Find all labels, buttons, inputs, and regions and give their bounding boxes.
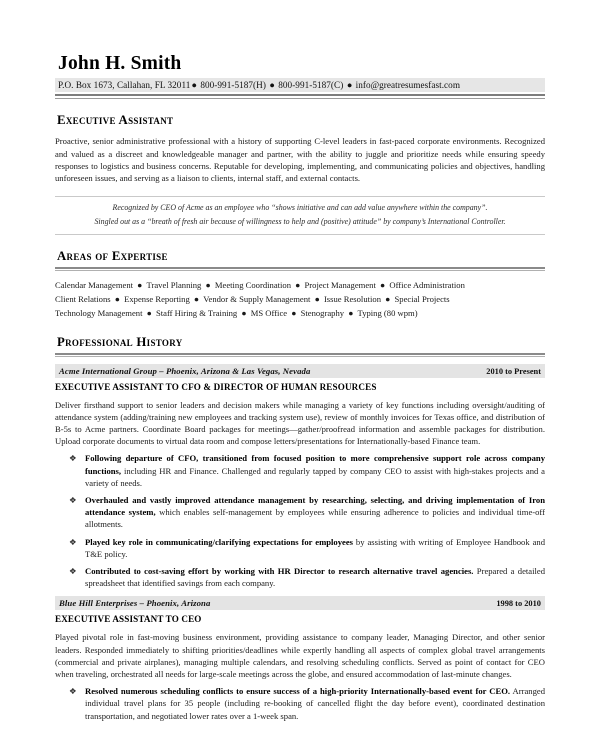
contact-separator-2: ● [269,80,275,91]
job-description: Deliver firsthand support to senior leaders and decision makers while managing a variety of key functions including oversight/auditing of attendance system (adding/training new employees and tracking system use), review of monthly invoices for Texas office, and distribution of B-5s to Acme partners. Coordinate Board packages for meetings—gather/proofread information and assemble packages for distribution. Upload corporate documents to virtual data room and compose letters/presentations for Internationally-based Finance team. [55,399,545,447]
job-dates: 1998 to 2010 [496,599,541,609]
job-bullets [55,452,545,589]
history-title: Professional History [57,334,183,349]
expertise-line [55,279,545,293]
achievement-lead: Overhauled and vastly improved attendance management by researching, selecting, and driving implementation of Iron attendance system, [85,495,545,518]
expertise-item: Meeting Coordination [214,279,291,290]
achievement-lead: Resolved numerous scheduling conflicts to ensure success of a high-priority Internationally-based event for CEO. [85,686,511,697]
expertise-item: Travel Planning [146,279,202,290]
expertise-item: Typing (80 wpm) [357,307,418,318]
expertise-item: MS Office [250,307,288,318]
history-rule [55,353,545,357]
summary-section [55,113,545,184]
job-bullets [55,685,545,722]
contact-email[interactable]: info@greatresumesfast.com [355,80,461,91]
jobs-list [55,364,545,722]
expertise-item: Special Projects [394,293,450,304]
expertise-item: Issue Resolution [323,293,381,304]
expertise-section [55,249,545,321]
expertise-separator: ● [312,293,322,304]
expertise-list [55,279,545,321]
job-entry [55,364,545,590]
resume-header [55,52,545,99]
expertise-separator: ● [191,293,202,304]
achievement-text: Contributed to cost-saving effort by working with HR Director to research alternative travel agencies. Prepared a detailed spreadsheet that identified savings from each company. [85,566,546,589]
contact-phone-home: 800-991-5187(H) [200,80,266,91]
expertise-item: Staff Hiring & Training [155,307,238,318]
expertise-separator: ● [144,307,154,318]
expertise-title: Areas of Expertise [57,248,168,263]
candidate-name: John H. Smith [58,53,182,74]
expertise-separator: ● [112,293,123,304]
diamond-bullet-icon: ❖ [69,453,77,464]
expertise-item: Expense Reporting [124,293,190,304]
headline-title: Executive Assistant [57,113,174,128]
testimonial-block [55,196,545,235]
diamond-bullet-icon: ❖ [69,536,77,547]
summary-paragraph: Proactive, senior administrative professional with a history of supporting C-level leaders in fast-paced corporate environments. Recognized and valued as a discreet and knowledgeable manager and partner, with the ability to juggle and prioritize needs while ensuring speedy responses to logistics and business concerns. Reputable for developing, implementing, and communicating policies and objectives, handling unforeseen issues, and serving as a liaison to clients, internal staff, and external contacts. [55,136,545,183]
expertise-item: Project Management [304,279,376,290]
expertise-item: Client Relations [55,293,111,304]
achievement-bullet [55,685,545,722]
job-dates: 2010 to Present [486,366,541,376]
expertise-line [55,307,545,321]
job-header-bar [55,596,545,610]
achievement-bullet [55,494,545,531]
contact-separator-3: ● [346,80,353,91]
expertise-item: Technology Management [55,307,143,318]
job-title: EXECUTIVE ASSISTANT TO CFO & DIRECTOR OF HUMAN RESOURCES [55,381,377,392]
expertise-separator: ● [135,279,145,290]
job-header-bar [55,364,545,378]
testimonial-line: Singled out as a “breath of fresh air because of willingness to help and (positive) attitude” by company’s International Controller. [94,217,506,227]
achievement-bullet [55,565,545,589]
achievement-text: Overhauled and vastly improved attendance management by researching, selecting, and driving implementation of Iron attendance system, which enables self-management by employees while ensuring adherence to policies and individual time-off allotments. [85,495,546,530]
expertise-item: Office Administration [389,279,465,290]
contact-bar [55,78,545,92]
achievement-text: Played key role in communicating/clarifying expectations for employees by assisting with writing of Employee Handbook and T&E policy. [85,536,545,559]
job-company: Blue Hill Enterprises – Phoenix, Arizona [59,598,211,609]
diamond-bullet-icon: ❖ [69,495,77,506]
achievement-text: Following departure of CFO, transitioned from focused position to more comprehensive support role across company functions, including HR and Finance. Challenged and regularly tapped by company CEO to assist with high-stakes projects and a variety of needs. [85,453,545,488]
diamond-bullet-icon: ❖ [69,566,77,577]
expertise-item: Stenography [300,307,345,318]
achievement-text: Resolved numerous scheduling conflicts to ensure success of a high-priority Internationally-based event for CEO. Arranged individual travel plans for 35 people (including re-booking of cancelled flight the day before event), coordinated destination transportation, and negotiated lower rates over a 1-week span. [85,686,546,721]
expertise-separator: ● [289,307,299,318]
expertise-separator: ● [346,307,356,318]
expertise-line [55,293,545,307]
achievement-lead: Following departure of CFO, transitioned from focused position to more comprehensive support role across company functions, [85,453,545,476]
expertise-separator: ● [383,293,393,304]
header-rule [55,94,545,99]
expertise-item: Calendar Management [55,279,134,290]
expertise-separator: ● [239,307,249,318]
achievement-bullet [55,452,545,489]
history-section [55,335,545,722]
contact-phone-cell: 800-991-5187(C) [278,80,344,91]
contact-address: P.O. Box 1673, Callahan, FL 32011 [58,80,191,91]
expertise-separator: ● [203,279,213,290]
diamond-bullet-icon: ❖ [69,686,77,697]
job-company: Acme International Group – Phoenix, Arizona & Las Vegas, Nevada [59,365,311,376]
expertise-separator: ● [377,279,388,290]
job-title: EXECUTIVE ASSISTANT TO CEO [55,614,202,625]
achievement-lead: Contributed to cost-saving effort by working with HR Director to research alternative travel agencies. [85,566,474,577]
expertise-rule [55,267,545,271]
expertise-separator: ● [293,279,303,290]
testimonial-line: Recognized by CEO of Acme as an employee who “shows initiative and can add value anywhere within the company”. [112,203,488,213]
job-description: Played pivotal role in fast-moving business environment, providing assistance to company leader, Managing Director, and other senior leaders. Responded immediately to shifting priorities/deadlines while expertly handling all aspects of complex global travel arrangements (commercial and private airplanes), managing multiple calendars, and resolving scheduling conflicts. Served as point of contact for CEO when traveling, orchestrated all needs for large-scale meetings across the globe, and ensured accommodation of last-minute changes. [55,632,545,680]
expertise-item: Vendor & Supply Management [203,293,311,304]
achievement-lead: Played key role in communicating/clarifying expectations for employees [85,536,353,547]
contact-separator-1: ● [191,80,198,91]
job-entry [55,596,545,721]
achievement-bullet [55,536,545,560]
